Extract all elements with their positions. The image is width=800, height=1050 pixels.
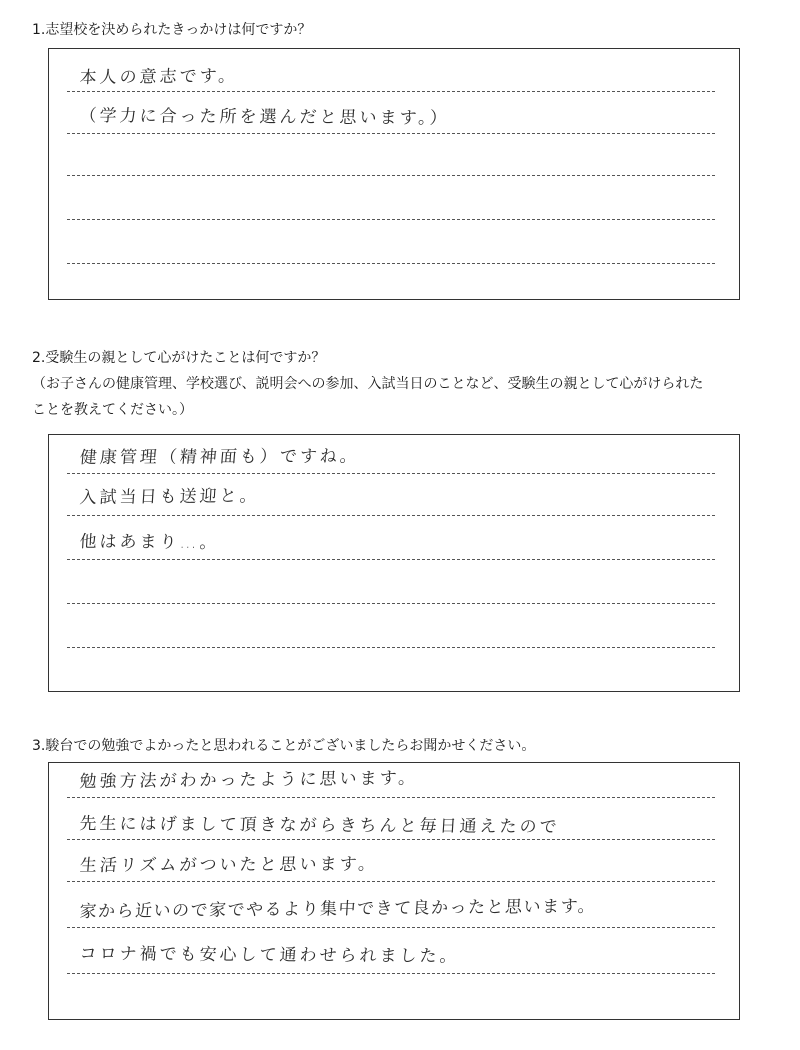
question-3: 3.駿台での勉強でよかったと思われることがございましたらお聞かせください。: [32, 738, 536, 754]
answer-3-line-4: 家から近いので家でやるより集中できて良かったと思います。: [79, 896, 597, 922]
ruled-line: [67, 175, 715, 176]
ruled-line: [67, 797, 715, 798]
answer-3-line-2: 先生にはげまして頂きながらきちんと毎日通えたので: [79, 814, 561, 838]
ruled-line: [67, 603, 715, 604]
question-2: 2.受験生の親として心がけたことは何ですか？: [32, 350, 326, 366]
ruled-line: [67, 973, 715, 974]
ruled-line: [67, 881, 715, 882]
ruled-line: [67, 647, 715, 648]
answer-3-line-5: コロナ禍でも安心して通わせられました。: [79, 944, 461, 967]
answer-2-line-2: 入試当日も送迎と。: [79, 486, 261, 508]
ruled-line: [67, 473, 715, 474]
answer-2-line-1: 健康管理（精神面も）ですね。: [79, 446, 361, 468]
answer-1-line-1: 本人の意志です。: [79, 66, 239, 88]
answer-1-line-2: （学力に合った所を選んだと思います。）: [79, 106, 451, 129]
answer-box-1: [48, 48, 740, 300]
ruled-line: [67, 219, 715, 220]
question-2-note-line-2: ことを教えてください。）: [32, 402, 193, 418]
ruled-line: [67, 263, 715, 264]
ruled-line: [67, 839, 715, 840]
ruled-line: [67, 559, 715, 560]
answer-3-line-3: 生活リズムがついたと思います。: [79, 854, 379, 876]
answer-2-line-3: 他はあまり…。: [79, 532, 221, 553]
question-2-note-line-1: （お子さんの健康管理、学校選び、説明会への参加、入試当日のことなど、受験生の親として心がけられた: [32, 376, 704, 392]
question-1: 1.志望校を決められたきっかけは何ですか？: [32, 22, 312, 38]
ruled-line: [67, 515, 715, 516]
answer-box-2: [48, 434, 740, 692]
ruled-line: [67, 133, 715, 134]
ruled-line: [67, 927, 715, 928]
answer-box-3: [48, 762, 740, 1020]
answer-3-line-1: 勉強方法がわかったように思います。: [79, 768, 419, 792]
ruled-line: [67, 91, 715, 92]
